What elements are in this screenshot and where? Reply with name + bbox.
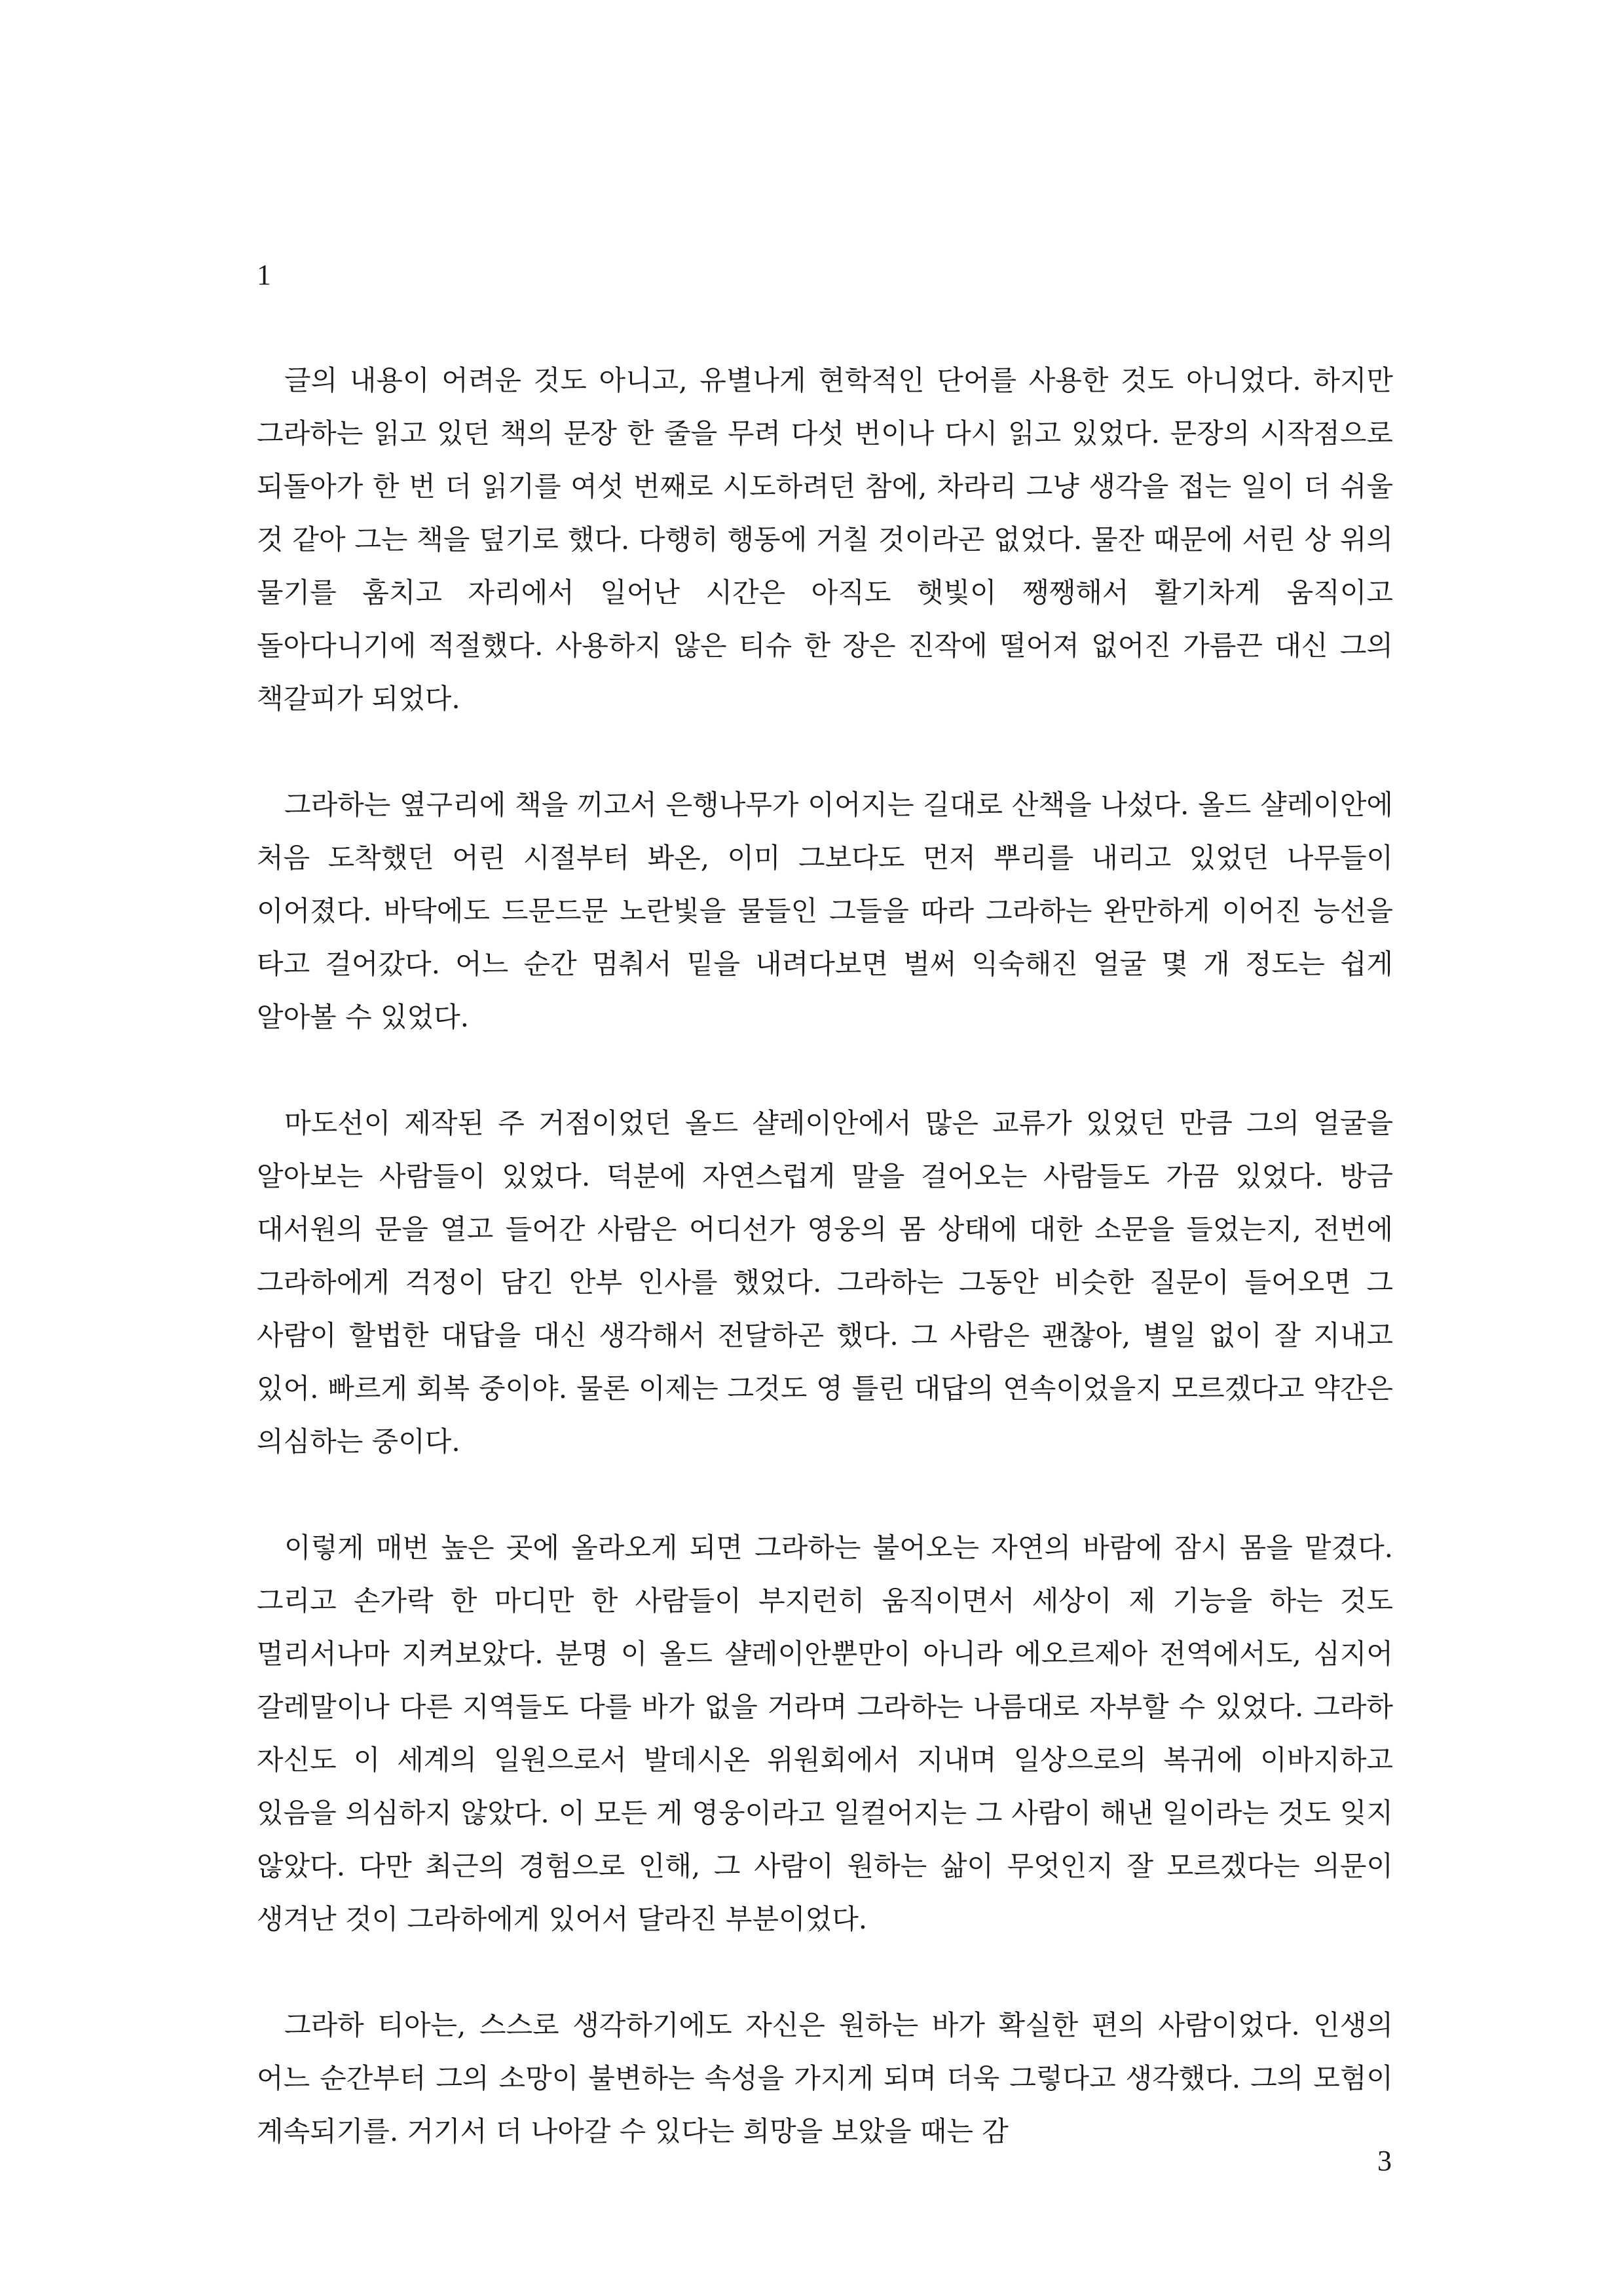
- body-text: [257, 354, 1393, 2211]
- paragraph-5: 그라하 티아는, 스스로 생각하기에도 자신은 원하는 바가 확실한 편의 사람이었다. 인생의 어느 순간부터 그의 소망이 불변하는 속성을 가지게 되며 더욱 그렇다고 생각했다. 그의 모험이 계속되기를. 거기서 더 나아갈 수 있다는 희망을 보았을 때는 감: [257, 2009, 1393, 2147]
- paragraph-2: 그라하는 옆구리에 책을 끼고서 은행나무가 이어지는 길대로 산책을 나섰다. 올드 샬레이안에 처음 도착했던 어린 시절부터 봐온, 이미 그보다도 먼저 뿌리를 내리고 있었던 나무들이 이어졌다. 바닥에도 드문드문 노란빛을 물들인 그들을 따라 그라하는 완만하게 이어진 능선을 타고 걸어갔다. 어느 순간 멈춰서 밑을 내려다보면 벌써 익숙해진 얼굴 몇 개 정도는 쉽게 알아볼 수 있었다.: [257, 789, 1393, 1033]
- chapter-number: 1: [257, 259, 271, 291]
- paragraph-4: 이렇게 매번 높은 곳에 올라오게 되면 그라하는 불어오는 자연의 바람에 잠시 몸을 맡겼다. 그리고 손가락 한 마디만 한 사람들이 부지런히 움직이면서 세상이 제 기능을 하는 것도 멀리서나마 지켜보았다. 분명 이 올드 샬레이안뿐만이 아니라 에오르제아 전역에서도, 심지어 갈레말이나 다른 지역들도 다를 바가 없을 거라며 그라하는 나름대로 자부할 수 있었다. 그라하 자신도 이 세계의 일원으로서 발데시온 위원회에서 지내며 일상으로의 복귀에 이바지하고 있음을 의심하지 않았다. 이 모든 게 영웅이라고 일컬어지는 그 사람이 해낸 일이라는 것도 잊지 않았다. 다만 최근의 경험으로 인해, 그 사람이 원하는 삶이 무엇인지 잘 모르겠다는 의문이 생겨난 것이 그라하에게 있어서 달라진 부분이었다.: [257, 1532, 1393, 1935]
- paragraph-3: 마도선이 제작된 주 거점이었던 올드 샬레이안에서 많은 교류가 있었던 만큼 그의 얼굴을 알아보는 사람들이 있었다. 덕분에 자연스럽게 말을 걸어오는 사람들도 가끔 있었다. 방금 대서원의 문을 열고 들어간 사람은 어디선가 영웅의 몸 상태에 대한 소문을 들었는지, 전번에 그라하에게 걱정이 담긴 안부 인사를 했었다. 그라하는 그동안 비슷한 질문이 들어오면 그 사람이 할법한 대답을 대신 생각해서 전달하곤 했다. 그 사람은 괜찮아, 별일 없이 잘 지내고 있어. 빠르게 회복 중이야. 물론 이제는 그것도 영 틀린 대답의 연속이었을지 모르겠다고 약간은 의심하는 중이다.: [257, 1107, 1393, 1458]
- paragraph-1: 글의 내용이 어려운 것도 아니고, 유별나게 현학적인 단어를 사용한 것도 아니었다. 하지만 그라하는 읽고 있던 책의 문장 한 줄을 무려 다섯 번이나 다시 읽고 있었다. 문장의 시작점으로 되돌아가 한 번 더 읽기를 여섯 번째로 시도하려던 참에, 차라리 그냥 생각을 접는 일이 더 쉬울 것 같아 그는 책을 덮기로 했다. 다행히 행동에 거칠 것이라곤 없었다. 물잔 때문에 서린 상 위의 물기를 훔치고 자리에서 일어난 시간은 아직도 햇빛이 쨍쨍해서 활기차게 움직이고 돌아다니기에 적절했다. 사용하지 않은 티슈 한 장은 진작에 떨어져 없어진 가름끈 대신 그의 책갈피가 되었다.: [257, 364, 1393, 715]
- page-number: 3: [1377, 2145, 1392, 2177]
